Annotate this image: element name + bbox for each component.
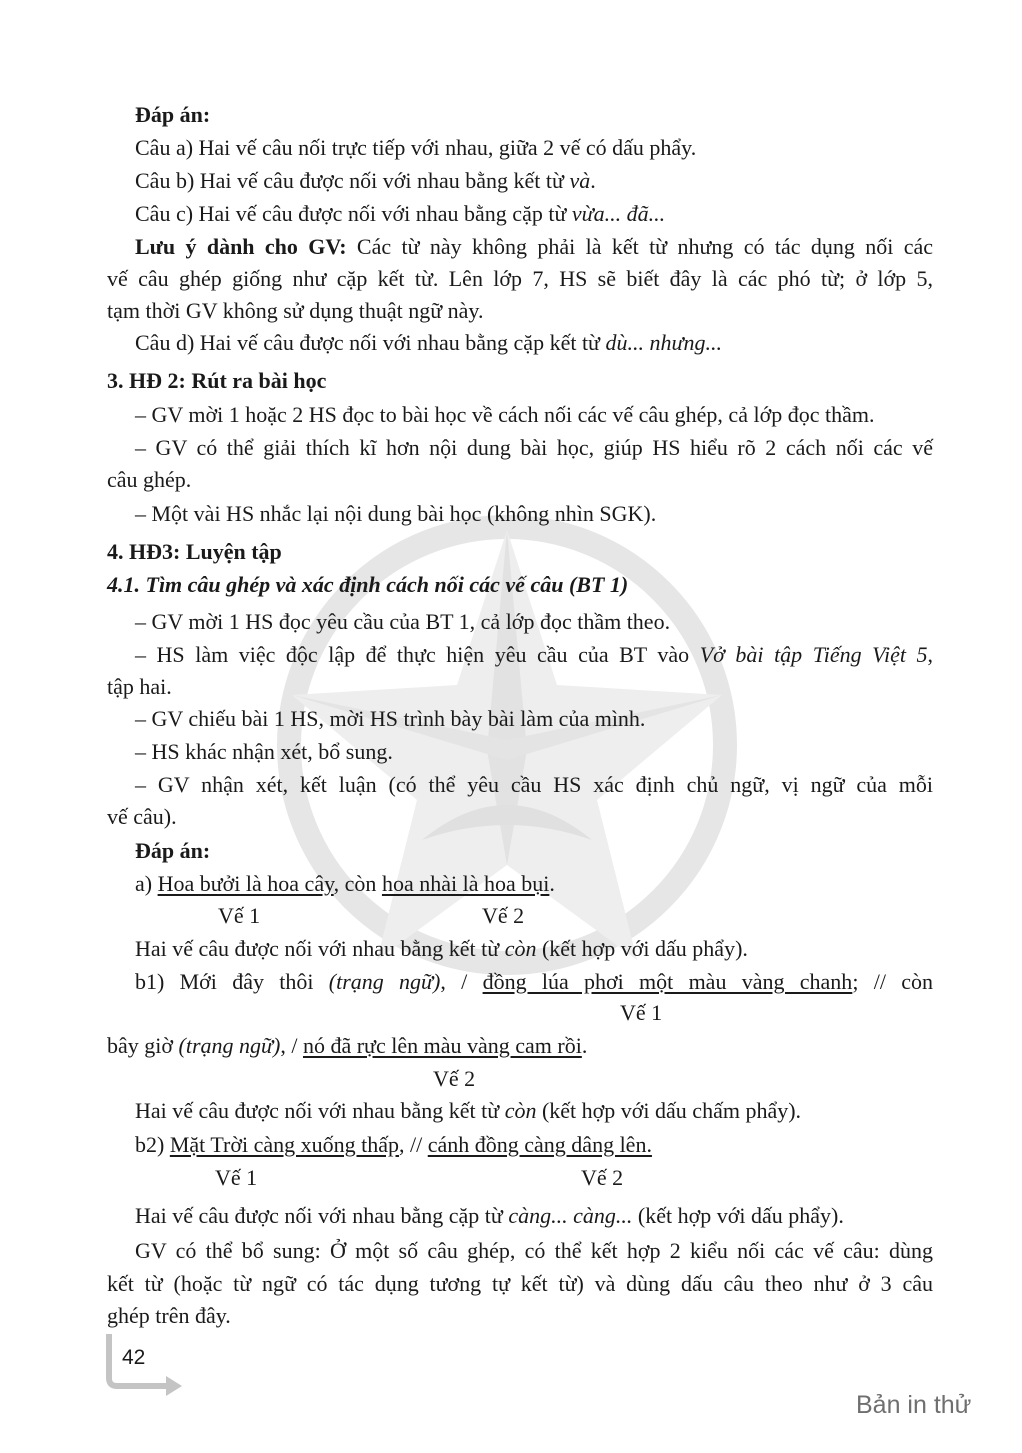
example-b1-cont: bây giờ (trạng ngữ), / nó đã rực lên màu vàng cam rồi.: [107, 1033, 588, 1058]
clause-label: Vế 1: [620, 1000, 663, 1025]
section-4-item-1: – GV mời 1 HS đọc yêu cầu của BT 1, cả lớp đọc thầm theo.: [135, 609, 671, 634]
example-b2-explanation: Hai vế câu được nối với nhau bằng cặp từ càng... càng... (kết hợp với dấu phẩy).: [135, 1203, 844, 1228]
example-b1-explanation: Hai vế câu được nối với nhau bằng kết từ còn (kết hợp với dấu chấm phẩy).: [135, 1098, 802, 1123]
example-a: a) Hoa bưởi là hoa cây, còn hoa nhài là hoa bụi.: [135, 871, 555, 896]
section-3-item-2-cont: câu ghép.: [107, 467, 192, 492]
example-a-explanation: Hai vế câu được nối với nhau bằng kết từ còn (kết hợp với dấu phẩy).: [135, 936, 748, 961]
section-4-item-2-cont: tập hai.: [107, 674, 172, 699]
example-b2: b2) Mặt Trời càng xuống thấp, // cánh đồng càng dâng lên.: [135, 1132, 652, 1157]
answer-heading: Đáp án:: [135, 102, 211, 127]
section-3-heading: 3. HĐ 2: Rút ra bài học: [107, 368, 327, 393]
clause-label: Vế 1: [215, 1165, 258, 1190]
page-number: 42: [122, 1346, 146, 1369]
section-3-item-3: – Một vài HS nhắc lại nội dung bài học (không nhìn SGK).: [135, 501, 657, 526]
clause-label: Vế 2: [482, 903, 525, 928]
example-b1: b1) Mới đây thôi (trạng ngữ), / đồng lúa phơi một màu vàng chanh; // còn: [135, 969, 933, 994]
clause-label: Vế 2: [581, 1165, 624, 1190]
teacher-note: Lưu ý dành cho GV: Các từ này không phải là kết từ nhưng có tác dụng nối các: [135, 234, 933, 259]
teacher-note-line-2: vế câu ghép giống như cặp kết từ. Lên lớp 7, HS sẽ biết đây là các phó từ; ở lớp 5,: [107, 266, 933, 291]
section-4-1-heading: 4.1. Tìm câu ghép và xác định cách nối các vế câu (BT 1): [107, 572, 629, 597]
teacher-addition-line-2: kết từ (hoặc từ ngữ có tác dụng tương tự kết từ) và dùng dấu câu theo như ở 3 câu: [107, 1271, 933, 1296]
teacher-note-line-3: tạm thời GV không sử dụng thuật ngữ này.: [107, 298, 484, 323]
section-4-item-5-cont: vế câu).: [107, 804, 177, 829]
teacher-addition-line-3: ghép trên đây.: [107, 1303, 231, 1328]
answer-d: Câu d) Hai vế câu được nối với nhau bằng cặp kết từ dù... nhưng...: [135, 330, 722, 355]
answer-a: Câu a) Hai vế câu nối trực tiếp với nhau, giữa 2 vế có dấu phẩy.: [135, 135, 697, 160]
teacher-addition: GV có thể bổ sung: Ở một số câu ghép, có thể kết hợp 2 kiểu nối các vế câu: dùng: [135, 1238, 933, 1263]
draft-label: Bản in thử: [856, 1391, 972, 1419]
section-4-item-2: – HS làm việc độc lập để thực hiện yêu cầu của BT vào Vở bài tập Tiếng Việt 5,: [135, 642, 933, 667]
section-4-item-3: – GV chiếu bài 1 HS, mời HS trình bày bài làm của mình.: [135, 706, 646, 731]
section-4-item-4: – HS khác nhận xét, bổ sung.: [135, 739, 393, 764]
answer-c: Câu c) Hai vế câu được nối với nhau bằng cặp từ vừa... đã...: [135, 201, 666, 226]
section-3-item-2: – GV có thể giải thích kĩ hơn nội dung bài học, giúp HS hiểu rõ 2 cách nối các vế: [135, 435, 933, 460]
section-4-item-5: – GV nhận xét, kết luận (có thể yêu cầu HS xác định chủ ngữ, vị ngữ của mỗi: [135, 772, 933, 797]
section-4-heading: 4. HĐ3: Luyện tập: [107, 539, 282, 564]
section-3-item-1: – GV mời 1 hoặc 2 HS đọc to bài học về cách nối các vế câu ghép, cả lớp đọc thầm.: [135, 402, 875, 427]
clause-label: Vế 2: [433, 1066, 476, 1091]
answer-heading-2: Đáp án:: [135, 838, 211, 863]
answer-b: Câu b) Hai vế câu được nối với nhau bằng kết từ và.: [135, 168, 596, 193]
clause-label: Vế 1: [218, 903, 261, 928]
